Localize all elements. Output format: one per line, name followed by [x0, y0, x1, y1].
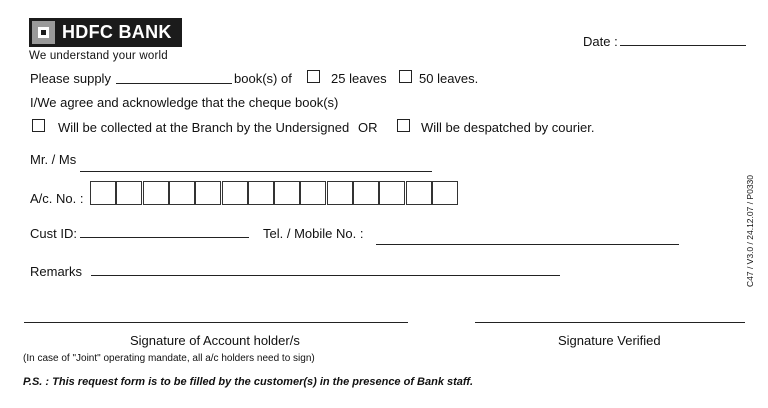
name-field[interactable]	[80, 171, 432, 172]
verified-signature-line[interactable]	[475, 322, 745, 323]
leaves-50-checkbox[interactable]	[399, 70, 412, 83]
account-digit-box[interactable]	[248, 181, 274, 205]
book-count-field[interactable]	[116, 83, 232, 84]
books-of-label: book(s) of	[234, 71, 292, 86]
account-digit-box[interactable]	[300, 181, 326, 205]
account-digit-box[interactable]	[432, 181, 458, 205]
account-digit-box[interactable]	[195, 181, 221, 205]
tel-mobile-field[interactable]	[376, 244, 679, 245]
or-label: OR	[358, 120, 378, 135]
name-label: Mr. / Ms	[30, 152, 77, 167]
logo-tagline: We understand your world	[29, 50, 168, 62]
account-digit-box[interactable]	[169, 181, 195, 205]
account-digit-box[interactable]	[90, 181, 116, 205]
date-label: Date :	[583, 34, 618, 49]
hdfc-logo-icon	[32, 21, 55, 44]
leaves-50-label: 50 leaves.	[419, 71, 479, 86]
account-digit-box[interactable]	[353, 181, 379, 205]
joint-mandate-note: (In case of "Joint" operating mandate, all a/c holders need to sign)	[23, 353, 315, 364]
account-digit-box[interactable]	[406, 181, 432, 205]
form-code: C47 / V3.0 / 24.12.07 / P0330	[745, 175, 755, 287]
collect-branch-label: Will be collected at the Branch by the Undersigned	[58, 120, 350, 135]
cust-id-label: Cust ID:	[30, 226, 77, 241]
remarks-label: Remarks	[30, 264, 83, 279]
account-digit-box[interactable]	[116, 181, 142, 205]
courier-checkbox[interactable]	[397, 119, 410, 132]
account-digit-box[interactable]	[274, 181, 300, 205]
hdfc-logo	[29, 18, 182, 47]
holder-signature-line[interactable]	[24, 322, 408, 323]
account-digit-box[interactable]	[222, 181, 248, 205]
account-digit-box[interactable]	[379, 181, 405, 205]
courier-label: Will be despatched by courier.	[421, 120, 595, 135]
agreement-text: I/We agree and acknowledge that the cheque book(s)	[30, 95, 339, 110]
collect-branch-checkbox[interactable]	[32, 119, 45, 132]
cust-id-field[interactable]	[80, 237, 249, 238]
tel-mobile-label: Tel. / Mobile No. :	[263, 226, 364, 241]
ps-note: P.S. : This request form is to be filled by the customer(s) in the presence of Bank staff.	[23, 376, 474, 388]
account-digit-box[interactable]	[327, 181, 353, 205]
verified-signature-label: Signature Verified	[558, 333, 661, 348]
supply-label: Please supply	[30, 71, 111, 86]
logo-brand-text: HDFC BANK	[62, 22, 172, 42]
remarks-field[interactable]	[91, 275, 560, 276]
leaves-25-label: 25 leaves	[331, 71, 387, 86]
date-field[interactable]	[620, 45, 746, 46]
account-digit-box[interactable]	[143, 181, 169, 205]
account-number-label: A/c. No. :	[30, 191, 84, 206]
holder-signature-label: Signature of Account holder/s	[130, 333, 300, 348]
leaves-25-checkbox[interactable]	[307, 70, 320, 83]
